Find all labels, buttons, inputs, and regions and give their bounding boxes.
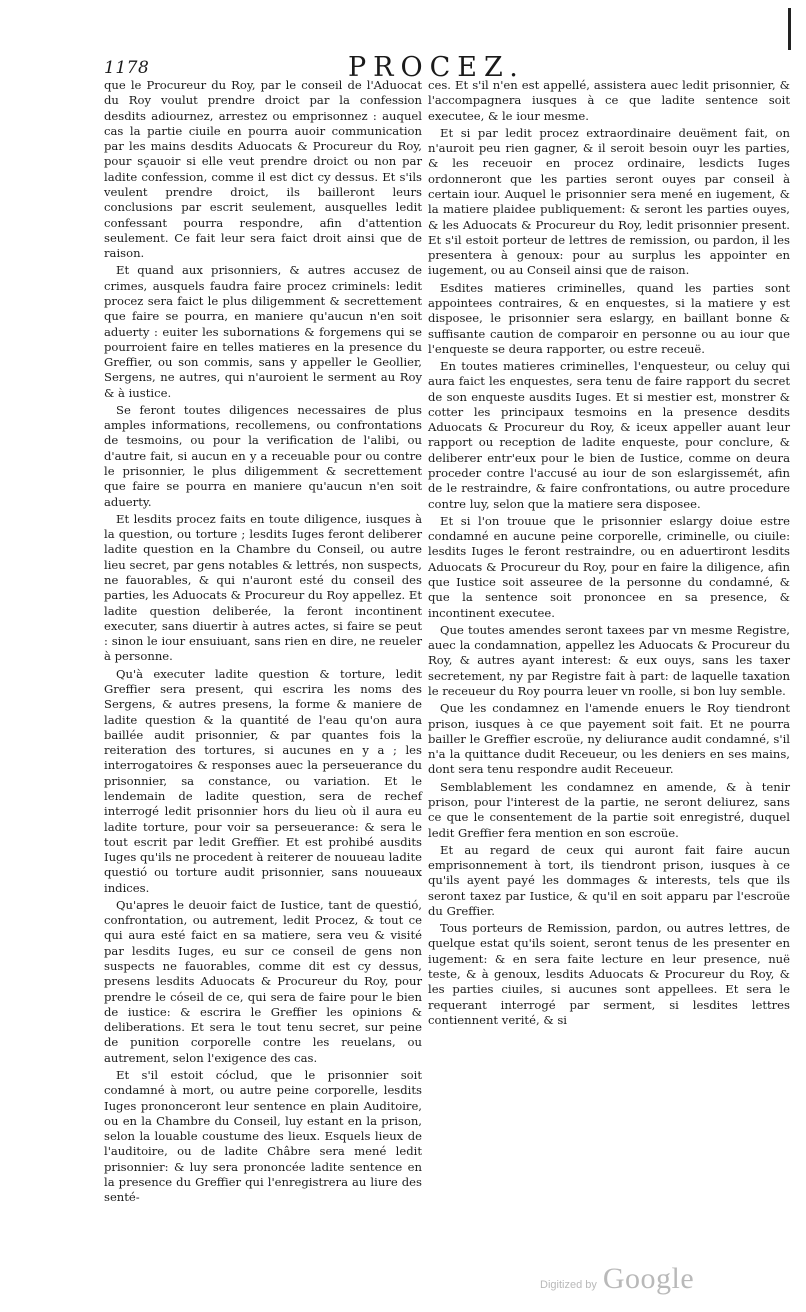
paragraph: Que les condamnez en l'amende enuers le Roy tiendront prison, iusques à ce que payement soit fait. Et ne pourra bailler le Greffier escroüe, ny deliurance audit condamné, s'il n'a la quittance dudit Receueur, ou les deniers en ses mains, dont sera tenu respondre audit Receueur. [428,701,790,777]
paragraph: Et s'il estoit cóclud, que le prisonnier soit condamné à mort, ou autre peine corporelle, lesdits Iuges prononceront leur sentence en plain Auditoire, ou en la Chambre du Conseil, luy estant en la prison, selon la louable coustume des lieux. Esquels lieux de l'auditoire, ou de ladite Châbre sera mené ledit prisonnier: & luy sera prononcée ladite sentence en la presence du Greffier qui l'enregistrera au liure des senté- [104,1068,422,1205]
paragraph: Se feront toutes diligences necessaires de plus amples informations, recollemens, ou confrontations de tesmoins, ou pour la verification de l'alibi, ou d'autre fait, si aucun en y a receuable pour ou contre le prisonnier, le plus diligemment & secrettement que faire se pourra en maniere qu'aucun n'en soit aduerty. [104,402,422,509]
paragraph: Et si l'on trouue que le prisonnier eslargy doiue estre condamné en aucune peine corporelle, criminelle, ou ciuile: lesdits Iuges le feront restraindre, ou en aduertiront lesdits Aduocats & Procureur du Roy, pour en faire la diligence, afin que Iustice soit asseuree de la personne du condamné, & que la sentence soit prononcee en sa presence, & incontinent executee. [428,513,790,620]
paragraph: En toutes matieres criminelles, l'enquesteur, ou celuy qui aura faict les enquestes, sera tenu de faire rapport du secret de son enqueste ausdits Iuges. Et si mestier est, monstrer & cotter les principaux tesmoins en la presence desdits Aduocats & Procureur du Roy, & iceux appeller auant leur rapport ou reception de ladite enqueste, pour conclure, & deliberer entr'eux pour le bien de Iustice, comme on deura proceder contre l'accusé au iour de son eslargissemét, afin de le restraindre, & faire confrontations, ou autre procedure contre luy, selon que la matiere sera disposee. [428,359,790,511]
running-title: PROCEZ. [348,52,525,83]
paragraph: Tous porteurs de Remission, pardon, ou autres lettres, de quelque estat qu'ils soient, seront tenus de les presenter en iugement: & en sera faite lecture en leur presence, nuë teste, & à genoux, lesdits Aduocats & Procureur du Roy, & les parties ciuiles, si aucunes sont appellees. Et sera le requerant interrogé par serment, si lesdites lettres contiennent verité, & si [428,921,790,1027]
watermark-label: Digitized by [540,1279,597,1291]
page-edge-mark [788,8,791,50]
paragraph: que le Procureur du Roy, par le conseil de l'Aduocat du Roy voulut prendre droict par la confession desdits adiournez, arrestez ou emprisonnez : auquel cas la partie ciuile en pourra auoir communication par les mains desdits Aduocats & Procureur du Roy, pour sçauoir si elle veut prendre droict ou non par ladite confession, comme il est dict cy dessus. Et s'ils veulent prendre droict, ils bailleront leurs conclusions par escrit seulement, ausquelles ledit confessant pourra respondre, afin d'attention seulement. Ce fait leur sera faict droit ainsi que de raison. [104,78,422,261]
paragraph: Qu'à executer ladite question & torture, ledit Greffier sera present, qui escrira les noms des Sergens, & autres presens, la forme & maniere de ladite question & la quantité de l'eau qu'on aura baillée audit prisonnier, & par quantes fois la reiteration des tortures, si aucunes en y a ; les interrogatoires & responses auec la perseuerance du prisonnier, sa constance, ou variation. Et le lendemain de ladite question, sera de rechef interrogé ledit prisonnier hors du lieu où il aura eu ladite torture, pour voir sa perseuerance: & sera le tout escrit par ledit Greffier. Et est prohibé ausdits Iuges qu'ils ne procedent à reiterer de nouueau ladite questió ou torture audit prisonnier, sans nouueaux indices. [104,666,422,895]
paragraph: Et au regard de ceux qui auront fait faire aucun emprisonnement à tort, ils tiendront prison, iusques à ce qu'ils ayent payé les dommages & interests, tels que ils seront taxez par Iustice, & qu'il en soit apparu par l'escroüe du Greffier. [428,842,790,918]
google-logo: Google [602,1262,695,1295]
paragraph: Semblablement les condamnez en amende, & à tenir prison, pour l'interest de la partie, ne seront deliurez, sans ce que le consentement de la partie soit enregistré, duquel ledit Greffier fera mention en son escroüe. [428,779,790,840]
page-number: 1178 [104,58,150,78]
right-column [428,78,790,1030]
paragraph: Et quand aux prisonniers, & autres accusez de crimes, ausquels faudra faire procez criminels: ledit procez sera faict le plus diligemment & secrettement que faire se pourra, en maniere qu'aucun n'en soit aduerty : euiter les subornations & forgemens qui se pourroient faire en telles matieres en la presence du Greffier, ou son commis, sans y appeller le Geollier, Sergens, ne autres, qui n'auroient le serment au Roy & à iustice. [104,263,422,400]
paragraph: Que toutes amendes seront taxees par vn mesme Registre, auec la condamnation, appellez les Aduocats & Procureur du Roy, & autres ayant interest: & eux ouys, sans les taxer secretement, ny par Registre fait à part: de laquelle taxation le receueur du Roy pourra leuer vn roolle, si bon luy semble. [428,622,790,698]
paragraph: Et si par ledit procez extraordinaire deuëment fait, on n'auroit peu rien gagner, & il seroit besoin ouyr les parties, & les receuoir en procez ordinaire, lesdicts Iuges ordonneront que les parties seront ouyes par conseil à certain iour. Auquel le prisonnier sera mené en iugement, & la matiere plaidee publiquement: & seront les parties ouyes, & les Aduocats & Procureur du Roy, ledit prisonnier present. Et s'il estoit porteur de lettres de remission, ou pardon, il les presentera à genoux: pour au surplus les appointer en iugement, ou au Conseil ainsi que de raison. [428,125,790,278]
paragraph: Qu'apres le deuoir faict de Iustice, tant de questió, confrontation, ou autrement, ledit Procez, & tout ce qui aura esté faict en sa matiere, sera veu & visité par lesdits Iuges, eu sur ce conseil de gens non suspects ne fauorables, comme dit est cy dessus, presens lesdits Aduocats & Procureur du Roy, pour prendre le cóseil de ce, qui sera de faire pour le bien de iustice: & escrira le Greffier les opinions & deliberations. Et sera le tout tenu secret, sur peine de punition corporelle contre les reuelans, ou autrement, selon l'exigence des cas. [104,897,422,1065]
paragraph: Esdites matieres criminelles, quand les parties sont appointees contraires, & en enquestes, si la matiere y est disposee, le prisonnier sera eslargy, en baillant bonne & suffisante caution de comparoir en personne ou au iour que l'enqueste se deura rapporter, ou estre receuë. [428,280,790,356]
left-column [104,78,422,1208]
paragraph: ces. Et s'il n'en est appellé, assistera auec ledit prisonnier, & l'accompagnera iusques à ce que ladite sentence soit executee, & le iour mesme. [428,78,790,123]
paragraph: Et lesdits procez faits en toute diligence, iusques à la question, ou torture ; lesdits Iuges feront deliberer ladite question en la Chambre du Conseil, ou autre lieu secret, par gens notables & lettrés, non suspects, ne fauorables, & qui n'auront esté du conseil des parties, les Aduocats & Procureur du Roy appellez. Et ladite question deliberée, la feront incontinent executer, sans diuertir à autres actes, si faire se peut : sinon le iour ensuiuant, sans rien en dire, ne reueler à personne. [104,511,422,664]
digitization-watermark [540,1262,694,1296]
